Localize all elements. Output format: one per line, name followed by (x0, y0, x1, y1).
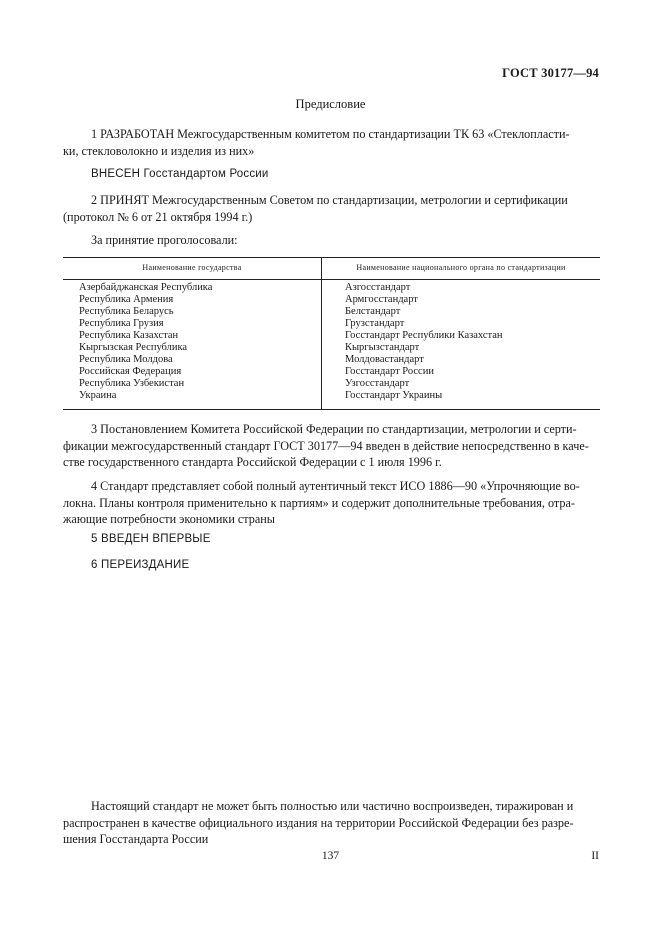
table-cell-body: Госстандарт Украины (345, 390, 443, 401)
paragraph-2-line-2: (протокол № 6 от 21 октября 1994 г.) (63, 209, 253, 224)
table-cell-state: Республика Грузия (79, 318, 164, 329)
table-cell-state: Кыргызская Республика (79, 342, 188, 353)
footer-notice (63, 798, 600, 848)
table-cell-state: Республика Молдова (79, 354, 173, 365)
paragraph-4-line-1: 4 Стандарт представляет собой полный аутентичный текст ИСО 1886—90 «Упрочняющие во- (91, 479, 580, 493)
table-cell-body: Кыргызстандарт (345, 342, 420, 353)
paragraph-4-line-2: локна. Планы контроля применительно к партиям» и содержит дополнительные требования, отра- (63, 495, 575, 510)
paragraph-2 (63, 192, 600, 225)
states-column (79, 282, 212, 402)
table-cell-state: Республика Беларусь (79, 306, 174, 317)
member-states-table (63, 257, 600, 410)
table-cell-state: Республика Узбекистан (79, 378, 185, 389)
table-cell-body: Узгосстандарт (345, 378, 410, 389)
table-column-divider (321, 258, 322, 409)
footer-line-2: распространен в качестве официального издания на территории Российской Федерации без разре- (63, 815, 574, 830)
table-header-body: Наименование национального органа по стандартизации (356, 263, 566, 272)
footer-line-1: Настоящий стандарт не может быть полностью или частично воспроизведен, тиражирован и (91, 799, 574, 813)
paragraph-4-line-3: жающие потребности экономики страны (63, 512, 275, 526)
paragraph-1 (63, 126, 600, 159)
table-cell-state: Азербайджанская Республика (79, 282, 213, 293)
paragraph-6: 6 ПЕРЕИЗДАНИЕ (91, 559, 190, 571)
table-cell-state: Республика Армения (79, 294, 174, 305)
paragraph-5: 5 ВВЕДЕН ВПЕРВЫЕ (91, 533, 211, 545)
table-cell-body: Госстандарт Республики Казахстан (345, 330, 503, 341)
paragraph-1-line-1: 1 РАЗРАБОТАН Межгосударственным комитетом по стандартизации ТК 63 «Стеклопласти- (91, 127, 570, 141)
paragraph-4 (63, 478, 600, 528)
bodies-column (345, 282, 503, 402)
paragraph-3-line-1: 3 Постановлением Комитета Российской Федерации по стандартизации, метрологии и серти- (91, 422, 577, 436)
paragraph-3 (63, 421, 600, 471)
page-number: 137 (321, 850, 340, 862)
table-cell-body: Грузстандарт (345, 318, 405, 329)
paragraph-2-line-1: 2 ПРИНЯТ Межгосударственным Советом по стандартизации, метрологии и сертификации (91, 193, 568, 207)
edition-mark: II (591, 850, 599, 862)
table-cell-body: Азгосстандарт (345, 282, 411, 293)
paragraph-3-line-2: фикации межгосударственный стандарт ГОСТ 30177—94 введен в действие непосредственно в каче- (63, 438, 589, 453)
vnesen-line: ВНЕСЕН Госстандартом России (91, 168, 269, 180)
table-cell-body: Госстандарт России (345, 366, 434, 377)
standard-header: ГОСТ 30177—94 (502, 66, 599, 80)
table-cell-body: Армгосстандарт (345, 294, 418, 305)
table-cell-state: Украина (79, 390, 117, 401)
table-cell-state: Республика Казахстан (79, 330, 179, 341)
footer-line-3: шения Госстандарта России (63, 832, 209, 846)
table-header-state: Наименование государства (142, 263, 242, 272)
paragraph-3-line-3: стве государственного стандарта Российской Федерации с 1 июля 1996 г. (63, 455, 442, 469)
voted-intro: За принятие проголосовали: (91, 233, 238, 247)
table-cell-body: Молдовастандарт (345, 354, 424, 365)
paragraph-1-line-2: ки, стекловолокно и изделия из них» (63, 143, 255, 158)
table-cell-state: Российская Федерация (79, 366, 182, 377)
page-title: Предисловие (295, 97, 366, 111)
table-cell-body: Белстандарт (345, 306, 401, 317)
